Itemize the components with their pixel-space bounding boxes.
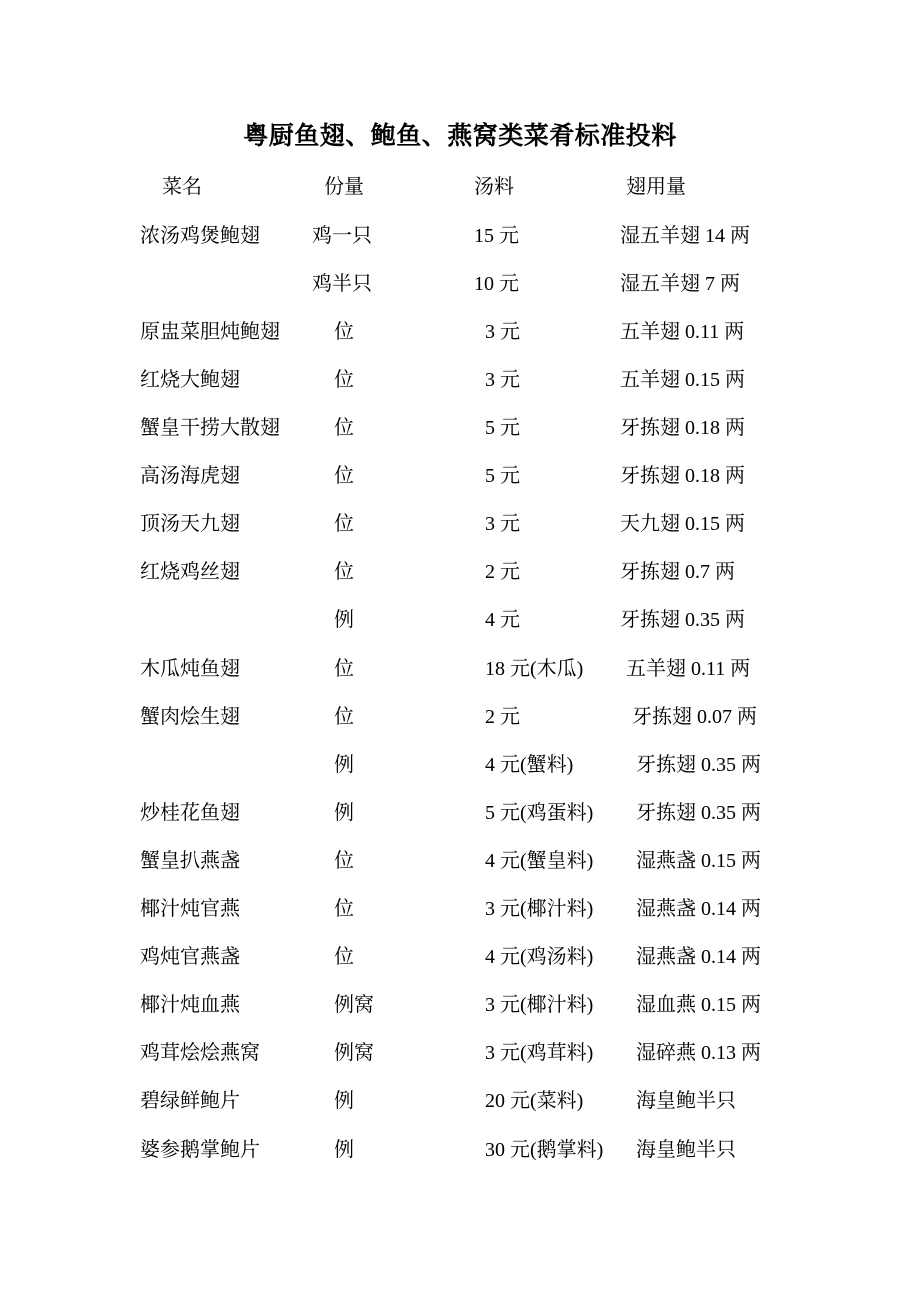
fin-usage: 牙拣翅 0.35 两: [636, 754, 761, 776]
table-row: [0, 555, 920, 585]
soup-cost: 18 元(木瓜): [485, 658, 584, 680]
portion: 位: [334, 946, 354, 968]
portion: 位: [334, 465, 354, 487]
fin-usage: 湿燕盏 0.14 两: [636, 898, 761, 920]
soup-cost: 3 元: [485, 369, 520, 391]
soup-cost: 2 元: [485, 706, 520, 728]
portion: 位: [334, 658, 354, 680]
fin-usage: 五羊翅 0.15 两: [620, 369, 745, 391]
portion: 例: [334, 754, 354, 776]
soup-cost: 3 元(椰汁料): [485, 994, 594, 1016]
portion: 例窝: [334, 1042, 374, 1064]
soup-cost: 15 元: [474, 225, 519, 247]
dish-name: 木瓜炖鱼翅: [140, 658, 240, 680]
fin-usage: 牙拣翅 0.35 两: [620, 609, 745, 631]
fin-usage: 牙拣翅 0.07 两: [632, 706, 757, 728]
table-row: [0, 748, 920, 778]
portion: 例窝: [334, 994, 374, 1016]
soup-cost: 4 元: [485, 609, 520, 631]
portion: 位: [334, 706, 354, 728]
portion: 位: [334, 513, 354, 535]
fin-usage: 湿燕盏 0.15 两: [636, 850, 761, 872]
fin-usage: 天九翅 0.15 两: [620, 513, 745, 535]
table-row: [0, 267, 920, 297]
portion: 位: [334, 369, 354, 391]
fin-usage: 牙拣翅 0.18 两: [620, 417, 745, 439]
table-row: [0, 363, 920, 393]
dish-name: 高汤海虎翅: [140, 465, 240, 487]
portion: 位: [334, 898, 354, 920]
table-row: [0, 315, 920, 345]
portion: 例: [334, 1139, 354, 1161]
table-row: [0, 892, 920, 922]
fin-usage: 牙拣翅 0.35 两: [636, 802, 761, 824]
fin-usage: 湿血燕 0.15 两: [636, 994, 761, 1016]
soup-cost: 4 元(蟹皇料): [485, 850, 594, 872]
table-row: [0, 844, 920, 874]
portion: 位: [334, 321, 354, 343]
header-fin-usage: 翅用量: [626, 176, 686, 198]
soup-cost: 3 元: [485, 321, 520, 343]
fin-usage: 牙拣翅 0.18 两: [620, 465, 745, 487]
dish-name: 红烧大鲍翅: [140, 369, 240, 391]
soup-cost: 5 元: [485, 417, 520, 439]
header-soup: 汤料: [474, 176, 514, 198]
dish-name: 鸡茸烩烩燕窝: [140, 1042, 260, 1064]
portion: 位: [334, 850, 354, 872]
fin-usage: 海皇鲍半只: [636, 1139, 736, 1161]
dish-name: 炒桂花鱼翅: [140, 802, 240, 824]
table-row: [0, 796, 920, 826]
portion: 例: [334, 802, 354, 824]
table-row: [0, 603, 920, 633]
soup-cost: 3 元: [485, 513, 520, 535]
portion: 位: [334, 417, 354, 439]
table-row: [0, 1084, 920, 1114]
fin-usage: 湿碎燕 0.13 两: [636, 1042, 761, 1064]
dish-name: 椰汁炖官燕: [140, 898, 240, 920]
header-dish-name: 菜名: [162, 176, 202, 198]
fin-usage: 五羊翅 0.11 两: [626, 658, 751, 680]
fin-usage: 湿燕盏 0.14 两: [636, 946, 761, 968]
dish-name: 原盅菜胆炖鲍翅: [140, 321, 280, 343]
fin-usage: 湿五羊翅 14 两: [620, 225, 750, 247]
soup-cost: 2 元: [485, 561, 520, 583]
dish-name: 蟹肉烩生翅: [140, 706, 240, 728]
soup-cost: 3 元(鸡茸料): [485, 1042, 594, 1064]
table-row: [0, 1036, 920, 1066]
portion: 鸡半只: [312, 273, 372, 295]
soup-cost: 5 元: [485, 465, 520, 487]
dish-name: 碧绿鲜鲍片: [140, 1090, 240, 1112]
soup-cost: 5 元(鸡蛋料): [485, 802, 594, 824]
dish-name: 婆参鹅掌鲍片: [140, 1139, 260, 1161]
header-portion: 份量: [324, 176, 364, 198]
portion: 位: [334, 561, 354, 583]
fin-usage: 湿五羊翅 7 两: [620, 273, 740, 295]
table-row: [0, 219, 920, 249]
soup-cost: 4 元(蟹料): [485, 754, 574, 776]
soup-cost: 3 元(椰汁料): [485, 898, 594, 920]
table-row: [0, 700, 920, 730]
fin-usage: 海皇鲍半只: [636, 1090, 736, 1112]
table-row: [0, 459, 920, 489]
portion: 例: [334, 1090, 354, 1112]
dish-name: 鸡炖官燕盏: [140, 946, 240, 968]
table-row: [0, 1133, 920, 1163]
soup-cost: 20 元(菜料): [485, 1090, 584, 1112]
document-title: 粤厨鱼翅、鲍鱼、燕窝类菜肴标准投料: [243, 123, 677, 150]
fin-usage: 五羊翅 0.11 两: [620, 321, 745, 343]
soup-cost: 4 元(鸡汤料): [485, 946, 594, 968]
table-row: [0, 411, 920, 441]
dish-name: 椰汁炖血燕: [140, 994, 240, 1016]
dish-name: 浓汤鸡煲鲍翅: [140, 225, 260, 247]
table-row: [0, 988, 920, 1018]
dish-name: 红烧鸡丝翅: [140, 561, 240, 583]
soup-cost: 10 元: [474, 273, 519, 295]
portion: 例: [334, 609, 354, 631]
table-row: [0, 507, 920, 537]
dish-name: 蟹皇扒燕盏: [140, 850, 240, 872]
portion: 鸡一只: [312, 225, 372, 247]
dish-name: 顶汤天九翅: [140, 513, 240, 535]
dish-name: 蟹皇干捞大散翅: [140, 417, 280, 439]
table-row: [0, 652, 920, 682]
table-row: [0, 940, 920, 970]
fin-usage: 牙拣翅 0.7 两: [620, 561, 735, 583]
soup-cost: 30 元(鹅掌料): [485, 1139, 604, 1161]
